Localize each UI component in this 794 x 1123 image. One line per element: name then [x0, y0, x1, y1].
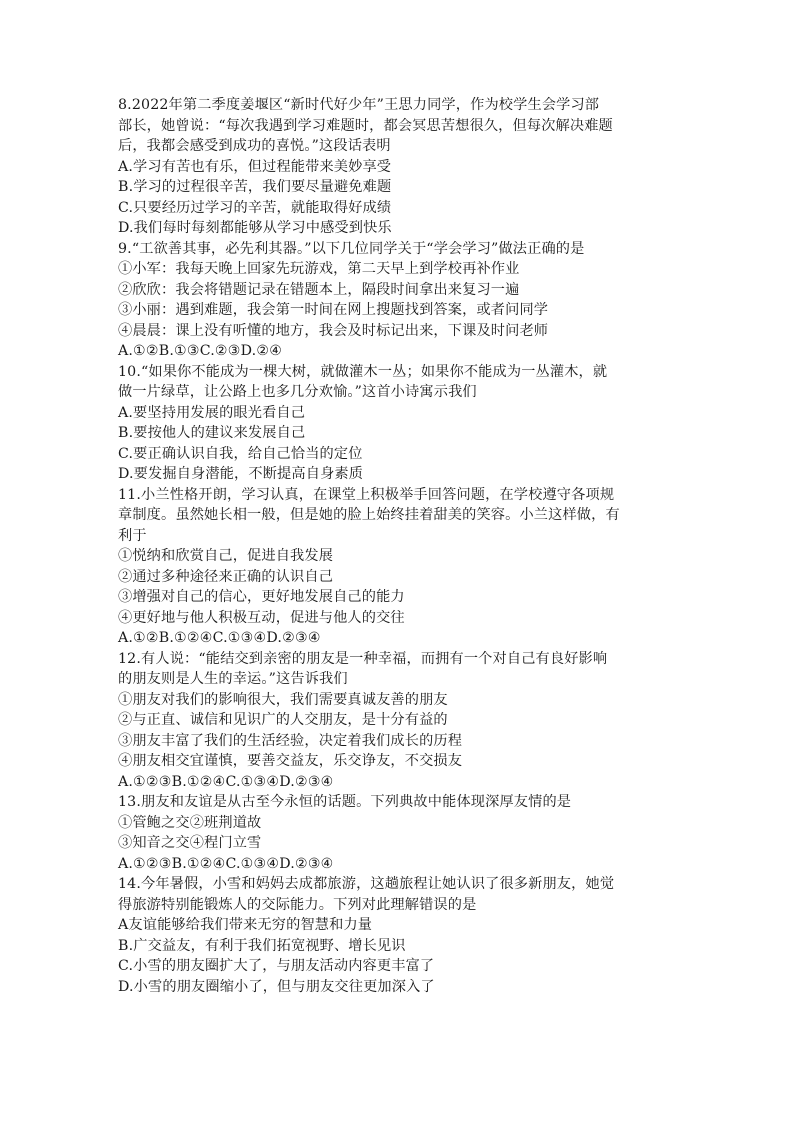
question-13-choices: A.①②③B.①②④C.①③④D.②③④: [118, 855, 334, 872]
question-11-statement-2: ②通过多种途径来正确的认识自己: [118, 568, 334, 585]
question-8: [118, 95, 678, 239]
question-14-stem-line-2: 得旅游特别能锻炼人的交际能力。下列对此理解错误的是: [118, 896, 477, 913]
question-14-option-b: B.广交益友，有利于我们拓宽视野、增长见识: [118, 937, 406, 954]
question-14: [118, 874, 678, 997]
question-9-choices: A.①②B.①③C.②③D.②④: [118, 343, 283, 359]
question-9-stem-line-1: 9.“工欲善其事，必先利其器。”以下几位同学关于“学会学习”做法正确的是: [118, 240, 585, 257]
question-13-stem-line-1: 13.朋友和友谊是从古至今永恒的话题。下列典故中能体现深厚友情的是: [118, 794, 572, 810]
question-10-option-b: B.要按他人的建议来发展自己: [118, 425, 306, 441]
question-8-option-c: C.只要经历过学习的辛苦，就能取得好成绩: [118, 199, 392, 216]
question-9-statement-2: ②欣欣：我会将错题记录在错题本上，隔段时间拿出来复习一遍: [118, 281, 520, 298]
question-8-option-b: B.学习的过程很辛苦，我们要尽量避免难题: [118, 179, 392, 195]
question-11-statement-4: ④更好地与他人积极互动，促进与他人的交往: [118, 609, 405, 626]
question-12-statement-1: ①朋友对我们的影响很大，我们需要真诚友善的朋友: [118, 691, 448, 708]
question-11-choices: A.①②B.①②④C.①③④D.②③④: [118, 630, 321, 646]
question-13: [118, 792, 678, 874]
question-8-option-a: A.学习有苦也有乐，但过程能带来美妙享受: [118, 158, 392, 175]
question-10-option-c: C.要正确认识自我，给自己恰当的定位: [118, 445, 363, 462]
question-10-stem-line-1: 10.“如果你不能成为一棵大树，就做灌木一丛；如果你不能成为一丛灌木，就: [118, 363, 608, 380]
question-12-statement-4: ④朋友相交宜谨慎，要善交益友，乐交诤友，不交损友: [118, 753, 463, 769]
question-8-stem-line-2: 部长，她曾说：“每次我遇到学习难题时，都会冥思苦想很久，但每次解决难题: [118, 117, 613, 134]
question-14-stem-line-1: 14.今年暑假，小雪和妈妈去成都旅游，这趟旅程让她认识了很多新朋友，她觉: [118, 876, 615, 892]
question-11-statement-1: ①悦纳和欣赏自己，促进自我发展: [118, 548, 334, 564]
question-12: [118, 649, 678, 793]
question-10-option-a: A.要坚持用发展的眼光看自己: [118, 404, 306, 421]
question-8-stem-line-1: 8.2022年第二季度姜堰区“新时代好少年”王思力同学，作为校学生会学习部: [118, 97, 600, 113]
question-11: [118, 485, 678, 649]
question-10-stem-line-2: 做一片绿草，让公路上也多几分欢愉。”这首小诗寓示我们: [118, 384, 477, 400]
question-12-stem-line-2: 的朋友则是人生的幸运。”这告诉我们: [118, 671, 348, 687]
question-9-statement-1: ①小军：我每天晚上回家先玩游戏，第二天早上到学校再补作业: [118, 261, 520, 277]
question-9: [118, 239, 678, 362]
question-14-option-d: D.小雪的朋友圈缩小了，但与朋友交往更加深入了: [118, 978, 435, 995]
question-12-statement-3: ③朋友丰富了我们的生活经验，决定着我们成长的历程: [118, 732, 463, 749]
exam-page: [118, 95, 678, 997]
question-13-statements-3-4: ③知音之交④程门立雪: [118, 835, 262, 851]
question-13-statements-1-2: ①管鲍之交②班荆道故: [118, 814, 262, 831]
question-10: [118, 362, 678, 485]
question-8-stem-line-3: 后，我都会感受到成功的喜悦。”这段话表明: [118, 138, 391, 154]
question-9-statement-4: ④晨晨：课上没有听懂的地方，我会及时标记出来，下课及时问老师: [118, 322, 549, 339]
question-11-stem-line-3: 利于: [118, 527, 147, 544]
question-11-stem-line-2: 章制度。虽然她长相一般，但是她的脸上始终挂着甜美的笑容。小兰这样做，有: [118, 507, 620, 523]
question-14-option-a: A友谊能够给我们带来无穷的智慧和力量: [118, 917, 373, 933]
question-10-option-d: D.要发掘自身潜能，不断提高自身素质: [118, 466, 364, 482]
question-11-stem-line-1: 11.小兰性格开朗，学习认真，在课堂上积极举手回答问题，在学校遵守各项规: [118, 486, 615, 503]
question-8-option-d: D.我们每时每刻都能够从学习中感受到快乐: [118, 220, 392, 236]
question-12-stem-line-1: 12.有人说：“能结交到亲密的朋友是一种幸福，而拥有一个对自己有良好影响: [118, 650, 608, 667]
question-11-statement-3: ③增强对自己的信心，更好地发展自己的能力: [118, 589, 405, 605]
question-12-choices: A.①②③B.①②④C.①③④D.②③④: [118, 773, 334, 790]
question-14-option-c: C.小雪的朋友圈扩大了，与朋友活动内容更丰富了: [118, 958, 435, 974]
question-12-statement-2: ②与正直、诚信和见识广的人交朋友，是十分有益的: [118, 712, 448, 728]
question-9-statement-3: ③小丽：遇到难题，我会第一时间在网上搜题找到答案，或者问同学: [118, 302, 549, 318]
